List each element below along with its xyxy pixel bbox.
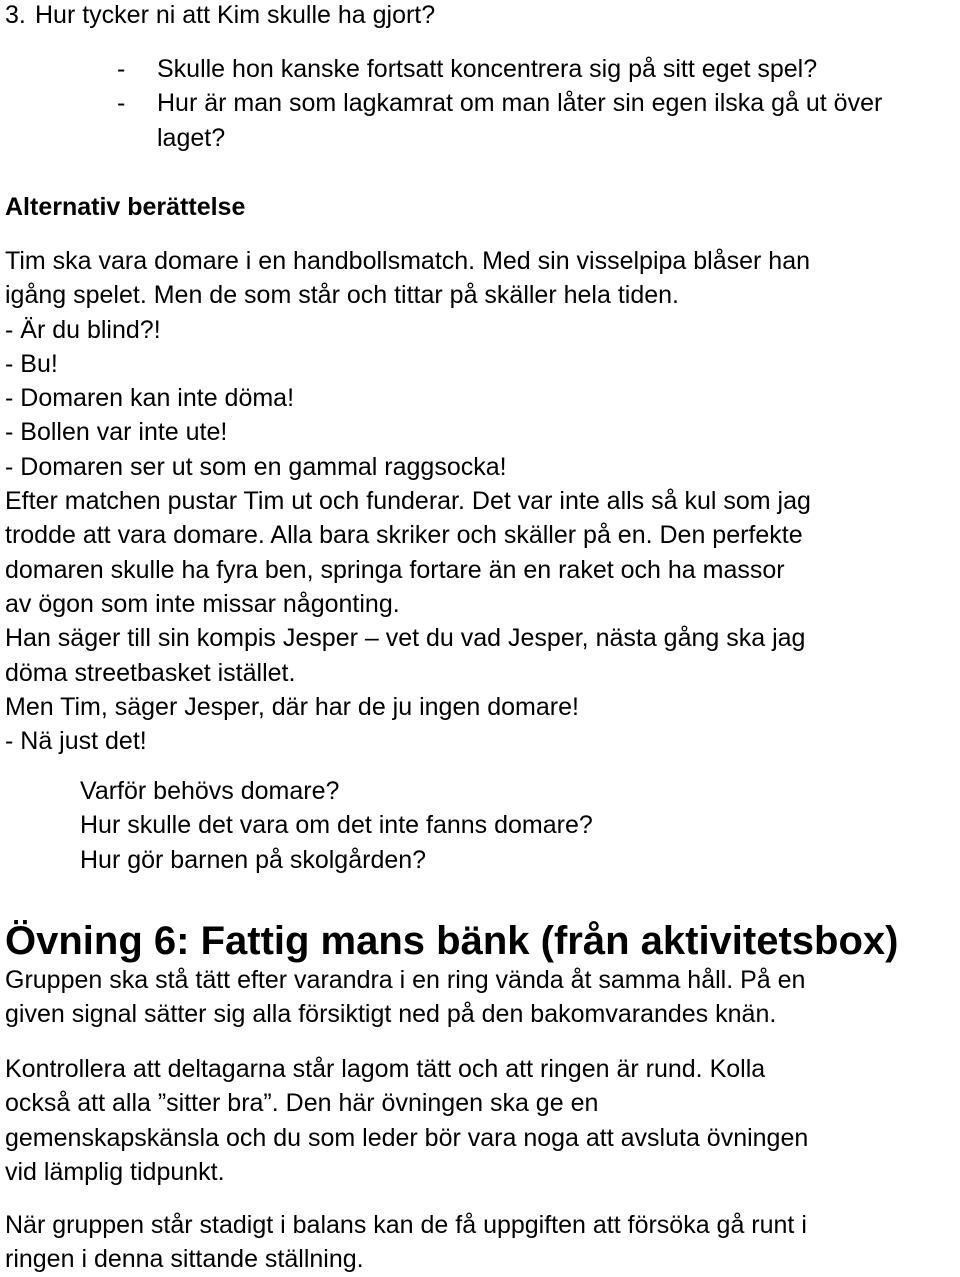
dialogue-line: - Bollen var inte ute! bbox=[5, 418, 228, 447]
story-line: igång spelet. Men de som står och tittar på skäller hela tiden. bbox=[5, 281, 679, 310]
exercise-paragraph-2 bbox=[5, 1052, 960, 1189]
paragraph-line: Kontrollera att deltagarna står lagom tätt och att ringen är rund. Kolla bbox=[5, 1055, 766, 1083]
list-item-text: Skulle hon kanske fortsatt koncentrera sig på sitt eget spel? bbox=[157, 55, 818, 83]
story-line: - Nä just det! bbox=[5, 727, 147, 756]
exercise-title: Övning 6: Fattig mans bänk (från aktivitetsbox) bbox=[5, 919, 899, 963]
section-heading: Alternativ berättelse bbox=[5, 193, 246, 221]
story-line: Men Tim, säger Jesper, där har de ju ingen domare! bbox=[5, 692, 579, 721]
paragraph-line: Gruppen ska stå tätt efter varandra i en ring vända åt samma håll. På en bbox=[5, 966, 806, 994]
story-text bbox=[5, 244, 960, 758]
list-item bbox=[117, 86, 960, 155]
question-number: 3. bbox=[5, 1, 26, 29]
story-line: Tim ska vara domare i en handbollsmatch. Med sin visselpipa blåser han bbox=[5, 247, 811, 275]
story-line: döma streetbasket istället. bbox=[5, 658, 296, 687]
question-3-subitems bbox=[5, 52, 960, 155]
dialogue-line: - Domaren ser ut som en gammal raggsocka! bbox=[5, 452, 507, 481]
discussion-question: Hur skulle det vara om det inte fanns domare? bbox=[80, 811, 593, 840]
paragraph-line: När gruppen står stadigt i balans kan de få uppgiften att försöka gå runt i bbox=[5, 1211, 807, 1239]
exercise-paragraph-3 bbox=[5, 1208, 960, 1277]
discussion-question: Hur gör barnen på skolgården? bbox=[80, 845, 427, 874]
dialogue-line: - Bu! bbox=[5, 349, 58, 378]
question-text: Hur tycker ni att Kim skulle ha gjort? bbox=[35, 1, 436, 29]
story-line: Han säger till sin kompis Jesper – vet du vad Jesper, nästa gång ska jag bbox=[5, 624, 806, 653]
list-item bbox=[117, 52, 960, 86]
discussion-question: Varför behövs domare? bbox=[80, 777, 340, 805]
paragraph-line: också att alla ”sitter bra”. Den här övningen ska ge en bbox=[5, 1089, 599, 1118]
exercise-paragraph-1 bbox=[5, 963, 960, 1032]
paragraph-line: given signal sätter sig alla försiktigt ned på den bakomvarandes knän. bbox=[5, 1000, 777, 1029]
dialogue-line: - Domaren kan inte döma! bbox=[5, 384, 295, 413]
paragraph-line: vid lämplig tidpunkt. bbox=[5, 1157, 225, 1186]
paragraph-line: gemenskapskänsla och du som leder bör vara noga att avsluta övningen bbox=[5, 1123, 809, 1152]
paragraph-line: ringen i denna sittande ställning. bbox=[5, 1245, 364, 1274]
list-dash: - bbox=[117, 89, 126, 118]
story-line: av ögon som inte missar någonting. bbox=[5, 589, 400, 618]
discussion-questions bbox=[5, 774, 960, 877]
story-line: domaren skulle ha fyra ben, springa fortare än en raket och ha massor bbox=[5, 555, 785, 584]
story-line: trodde att vara domare. Alla bara skriker och skäller på en. Den perfekte bbox=[5, 521, 803, 550]
list-item-text: Hur är man som lagkamrat om man låter sin egen ilska gå ut över laget? bbox=[157, 89, 883, 152]
story-line: Efter matchen pustar Tim ut och funderar. Det var inte alls så kul som jag bbox=[5, 487, 811, 516]
dialogue-line: - Är du blind?! bbox=[5, 315, 161, 344]
list-dash: - bbox=[117, 55, 126, 83]
